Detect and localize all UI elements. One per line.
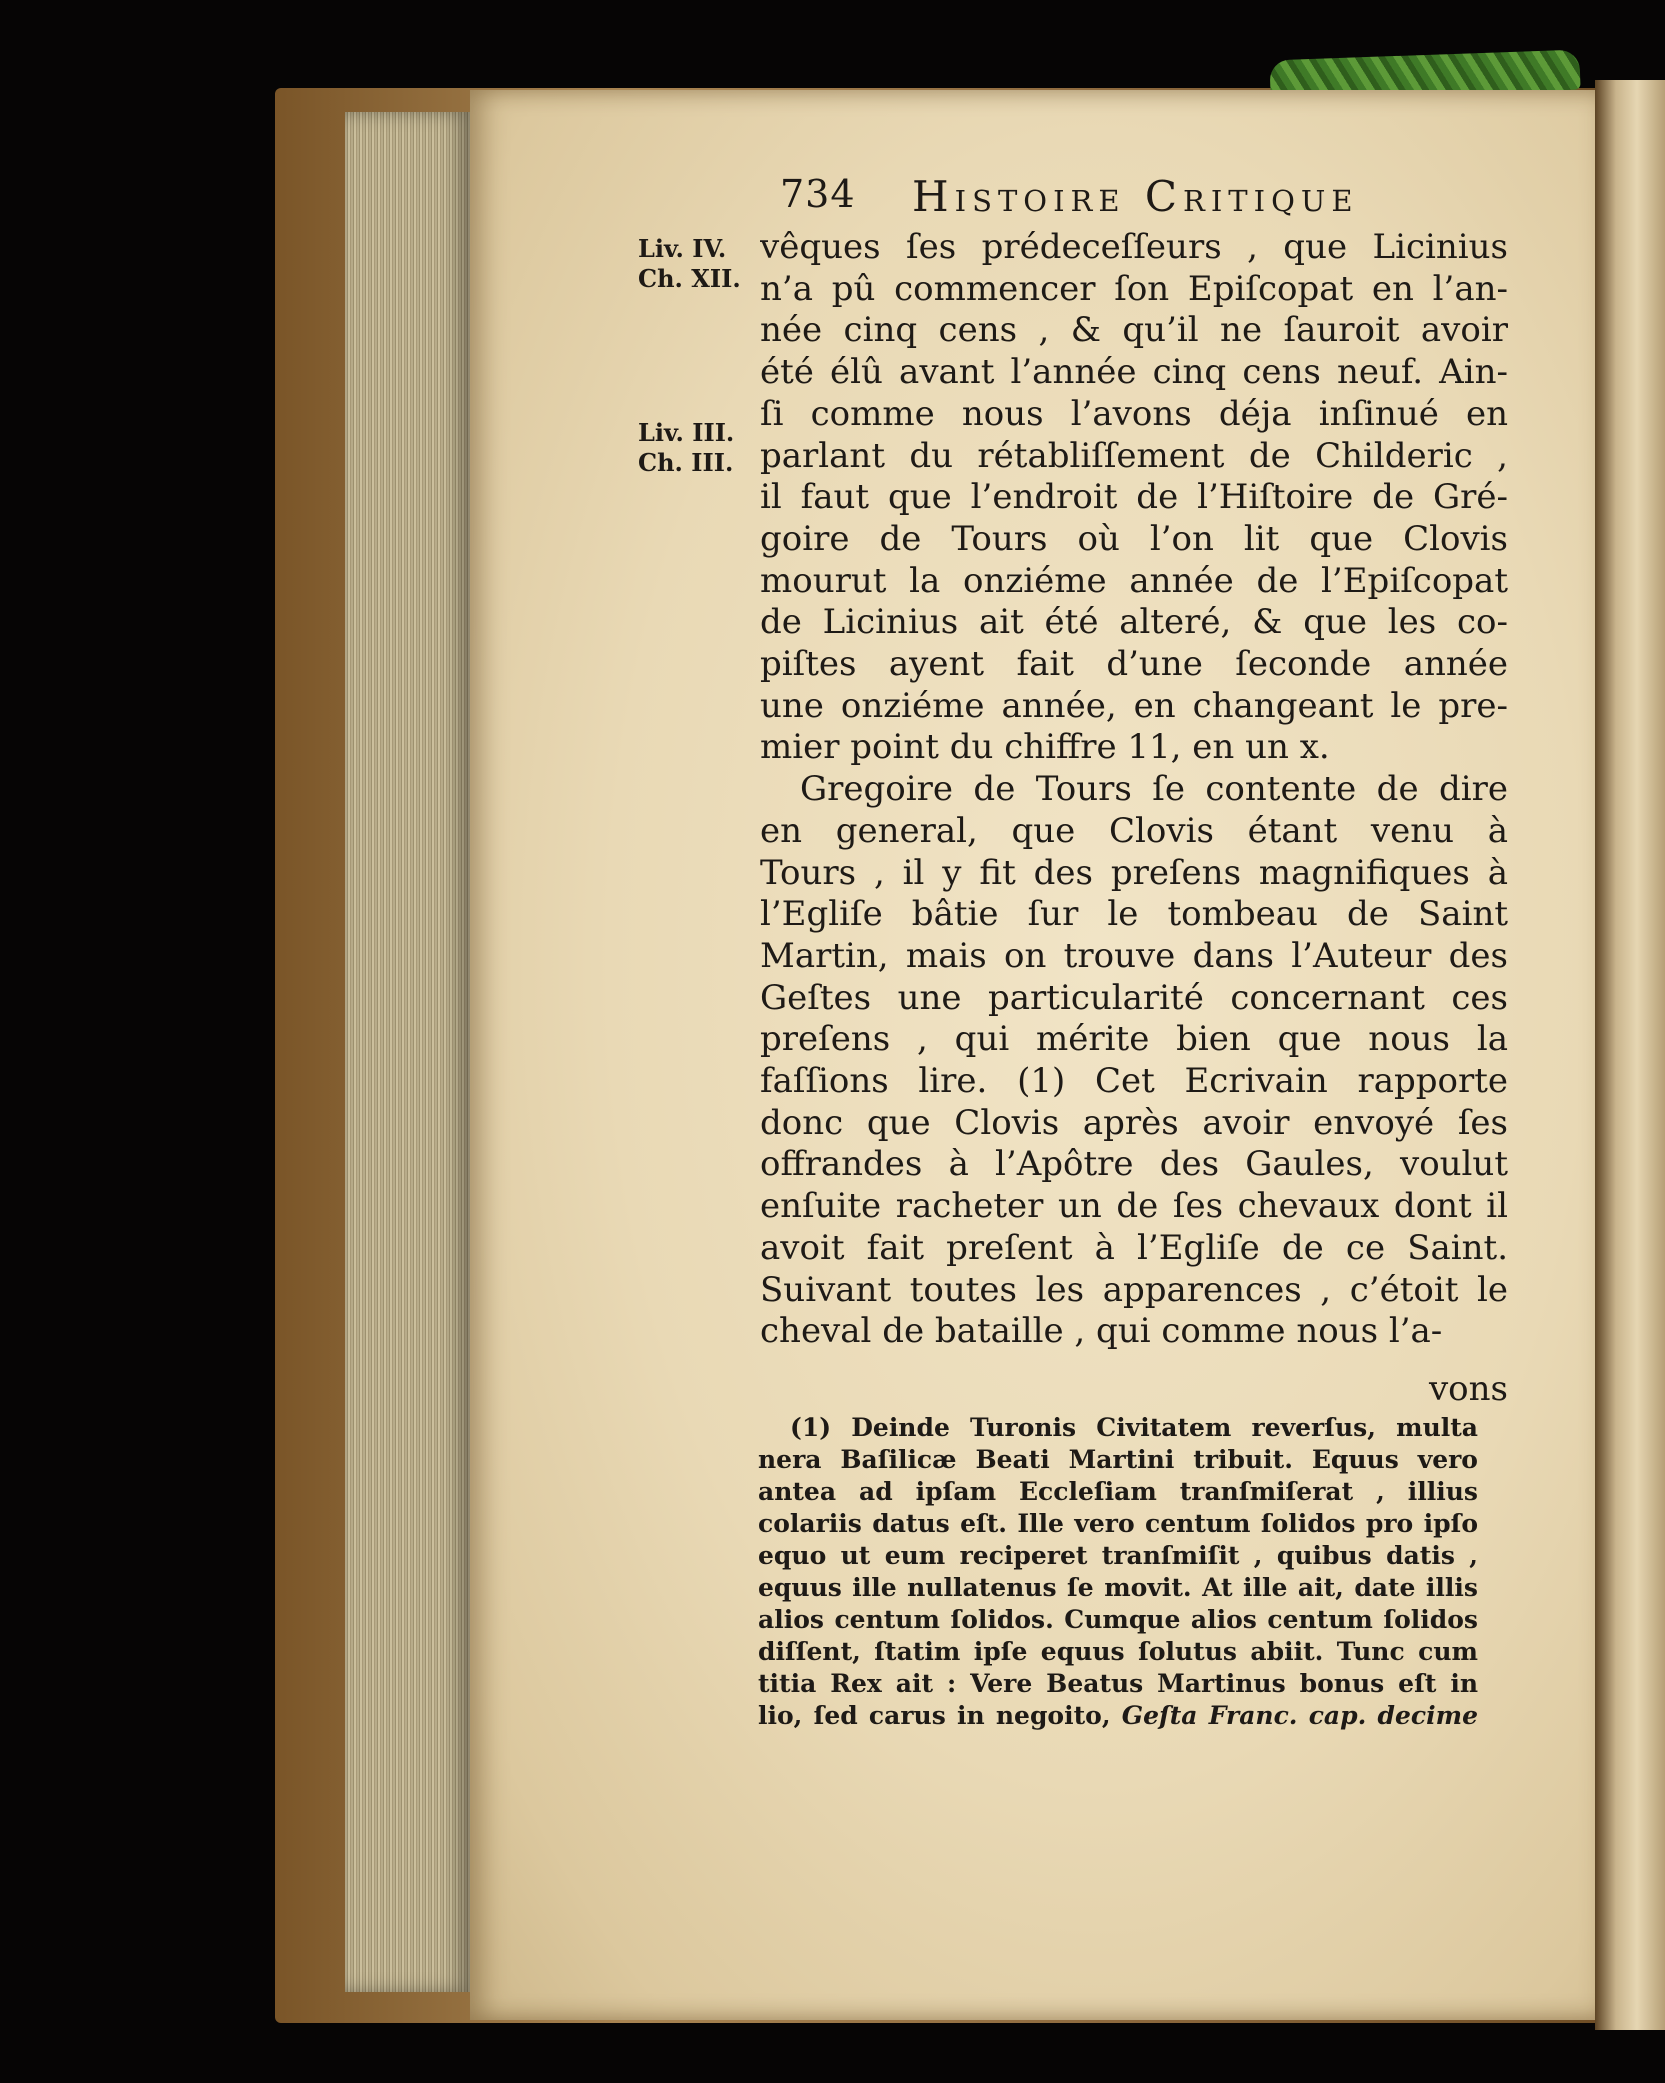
body-line: Suivant toutes les apparences , c’étoit le bbox=[760, 1269, 1508, 1310]
body-line: Gregoire de Tours ſe contente de dire bbox=[800, 769, 1508, 810]
body-line: piſtes ayent fait d’une ſeconde année bbox=[760, 644, 1508, 684]
body-line: preſens , qui mérite bien que nous la bbox=[760, 1019, 1508, 1060]
body-line: été élû avant l’année cinq cens neuf. Ain- bbox=[760, 352, 1508, 393]
footnote-line: equus ille nullatenus ſe movit. At ille ait, date illis bbox=[758, 1573, 1478, 1602]
body-line: mier point du chiffre 11, en un x. bbox=[760, 727, 1330, 768]
catchword: vons bbox=[1428, 1369, 1508, 1409]
page-gutter bbox=[1595, 80, 1665, 2030]
footnote-citation: Geſta Franc. cap. decime bbox=[1121, 1701, 1478, 1730]
body-line: Martin, mais on trouve dans l’Auteur des bbox=[760, 935, 1508, 976]
body-line: Geſtes une particularité concernant ces bbox=[760, 977, 1508, 1018]
body-line: goire de Tours où l’on lit que Clovis bbox=[760, 518, 1508, 559]
footnote-line: equo ut eum reciperet tranſmiſit , quibus datis , bbox=[758, 1541, 1478, 1570]
body-line: il faut que l’endroit de l’Hiſtoire de Gré- bbox=[760, 477, 1508, 518]
footnote-line: titia Rex ait : Vere Beatus Martinus bonus eſt in bbox=[758, 1669, 1478, 1698]
body-line: de Licinius ait été alteré, & que les co- bbox=[760, 602, 1508, 643]
body-line: donc que Clovis après avoir envoyé ſes bbox=[760, 1102, 1508, 1143]
footnote-line: nera Baſilicæ Beati Martini tribuit. Equus vero bbox=[758, 1445, 1478, 1474]
body-line: offrandes à l’Apôtre des Gaules, voulut bbox=[760, 1144, 1508, 1185]
page-edges bbox=[345, 112, 470, 1992]
body-line: en general, que Clovis étant venu à bbox=[760, 810, 1508, 851]
body-line: une onziéme année, en changeant le pre- bbox=[760, 685, 1508, 726]
margin-note-line: Ch. III. bbox=[638, 448, 734, 477]
body-line: enſuite racheter un de ſes chevaux dont il bbox=[760, 1186, 1508, 1227]
footnote-line: (1) Deinde Turonis Civitatem reverſus, multa bbox=[790, 1413, 1478, 1442]
body-line: mourut la onziéme année de l’Epiſcopat bbox=[760, 560, 1508, 601]
page-number: 734 bbox=[780, 172, 856, 216]
body-line: faſſions lire. (1) Cet Ecrivain rapporte bbox=[760, 1061, 1508, 1101]
margin-note bbox=[638, 234, 741, 294]
body-line: née cinq cens , & qu’il ne ſauroit avoir bbox=[760, 310, 1508, 351]
running-title: Histoire Critique bbox=[912, 172, 1359, 221]
body-line: avoit fait preſent à l’Egliſe de ce Saint. bbox=[760, 1227, 1508, 1268]
footnote-line: diſſent, ſtatim ipſe equus ſolutus abiit. Tunc cum bbox=[758, 1637, 1478, 1666]
margin-note-line: Liv. IV. bbox=[638, 234, 727, 263]
body-line: parlant du rétabliſſement de Childeric , bbox=[760, 435, 1508, 476]
footnote-text: lio, ſed carus in negoito, bbox=[758, 1701, 1111, 1730]
body-line: Tours , il y fit des preſens magnifiques à bbox=[760, 852, 1508, 893]
body-line: cheval de bataille , qui comme nous l’a- bbox=[760, 1311, 1443, 1352]
body-line: n’a pû commencer ſon Epiſcopat en l’an- bbox=[760, 268, 1508, 309]
margin-note-line: Ch. XII. bbox=[638, 264, 741, 293]
body-line: ſi comme nous l’avons déja inſinué en bbox=[760, 393, 1508, 434]
margin-note-line: Liv. III. bbox=[638, 418, 735, 447]
margin-note bbox=[638, 418, 734, 478]
footnote-line: antea ad ipſam Eccleſiam tranſmiſerat , illius bbox=[758, 1477, 1478, 1506]
body-line: vêques ſes prédeceſſeurs , que Licinius bbox=[760, 227, 1508, 267]
footnote-line-last bbox=[758, 1700, 1478, 1732]
body-line: l’Egliſe bâtie ſur le tombeau de Saint bbox=[760, 894, 1508, 935]
footnote-line: alios centum ſolidos. Cumque alios centum ſolidos bbox=[758, 1605, 1478, 1634]
footnote-line: colariis datus eſt. Ille vero centum ſolidos pro ipſo bbox=[758, 1509, 1478, 1538]
